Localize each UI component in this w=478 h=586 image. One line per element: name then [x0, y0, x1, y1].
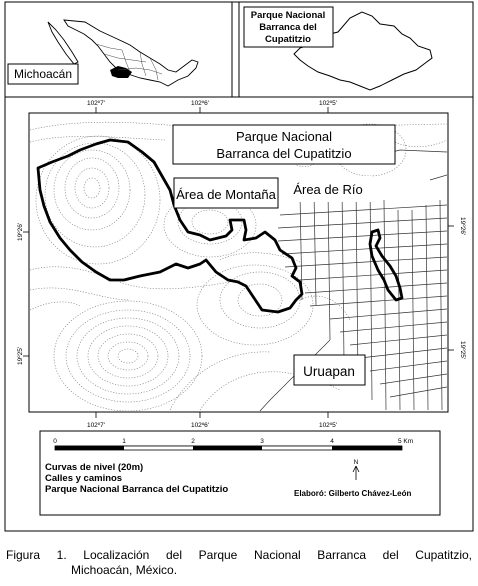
left-tick-1: 19º26'	[17, 222, 24, 242]
inset-label-line-1: Parque Nacional	[250, 10, 326, 21]
top-tick-1: 102º7'	[86, 100, 106, 107]
north-label: N	[353, 459, 359, 466]
right-tick-2: 19º25'	[459, 340, 466, 360]
michoacan-label: Michoacán	[13, 67, 73, 81]
scale-3: 3	[260, 438, 264, 445]
uruapan-label: Uruapan	[303, 364, 355, 379]
mexico-outline	[64, 20, 198, 86]
inset-label-line-3: Cupatitzio	[265, 34, 311, 45]
bottom-tick-2: 102º6'	[190, 422, 210, 429]
inset-mexico	[5, 2, 232, 97]
inset-label-line-2: Barranca del	[259, 22, 317, 33]
scale-labels	[53, 438, 413, 445]
left-tick-2: 19º25'	[17, 346, 24, 366]
scale-5: 5 Km	[398, 438, 414, 445]
top-tick-2: 102º6'	[190, 100, 210, 107]
area-rio-label: Área de Río	[293, 182, 363, 197]
bottom-tick-1: 102º7'	[86, 422, 106, 429]
caption-line-2: Michoacán, México.	[71, 563, 178, 577]
map-title-line-2: Barranca del Cupatitzio	[216, 146, 352, 161]
north-arrow-icon	[353, 466, 359, 480]
right-tick-1: 19º26'	[459, 216, 466, 236]
legend-items	[45, 462, 228, 495]
legend-park: Parque Nacional Barranca del Cupatitzio	[45, 484, 229, 495]
map-title-line-1: Parque Nacional	[235, 129, 333, 144]
michoacan-fill	[110, 66, 132, 78]
scale-1: 1	[122, 438, 126, 445]
bottom-tick-3: 102º5'	[318, 422, 338, 429]
legend-streets: Calles y caminos	[45, 473, 123, 484]
area-montana-label: Área de Montaña	[176, 187, 276, 202]
figure-caption	[6, 548, 472, 578]
scale-bar	[55, 446, 402, 450]
scale-0: 0	[53, 438, 57, 445]
north-arrow	[353, 459, 359, 480]
scale-2: 2	[191, 438, 195, 445]
top-tick-3: 102º5'	[318, 100, 338, 107]
legend-contours: Curvas de nivel (20m)	[45, 462, 144, 473]
inset-michoacan	[239, 2, 473, 97]
scale-4: 4	[330, 438, 334, 445]
caption-line-1: Figura 1. Localización del Parque Nacional Barranca del Cupatitzio,	[6, 548, 472, 562]
author-credit: Elaboró: Gilberto Chávez-León	[294, 489, 412, 498]
